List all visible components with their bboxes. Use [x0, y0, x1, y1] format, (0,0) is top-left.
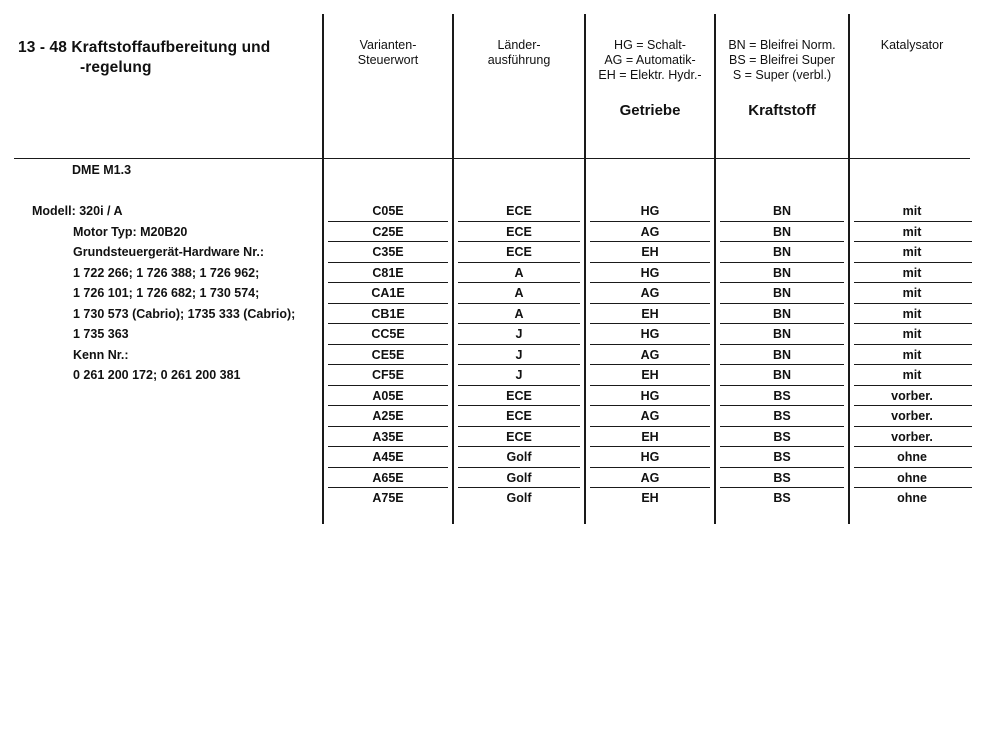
table-cell-gear: EH	[641, 429, 659, 444]
table-cell-country: A	[514, 265, 524, 280]
hardware-numbers: 1 730 573 (Cabrio); 1735 333 (Cabrio);	[73, 306, 296, 321]
header-gearbox	[586, 38, 714, 83]
table-cell-cat: mit	[902, 204, 922, 218]
table-cell-country: ECE	[506, 245, 532, 259]
table-cell-fuel: BN	[772, 286, 792, 300]
table-cell-fuel: BN	[772, 327, 792, 341]
table-cell-cat: mit	[902, 368, 922, 382]
table-cell-country: Golf	[506, 450, 532, 464]
header-text: BN = Bleifrei Norm.	[728, 38, 836, 52]
table-cell-fuel: BN	[772, 306, 792, 321]
table-cell-gear: EH	[641, 245, 659, 259]
header-text: Länder-	[497, 38, 541, 52]
table-cell-gear: HG	[640, 204, 660, 218]
table-cell-fuel: BS	[773, 409, 791, 423]
table-cell-code: C25E	[372, 224, 404, 239]
kenn-numbers: 0 261 200 172; 0 261 200 381	[73, 368, 241, 382]
table-cell-code: A35E	[372, 429, 404, 444]
table-cell-fuel: BN	[772, 224, 792, 239]
dme-label: DME M1.3	[72, 163, 132, 177]
title-line-1: 13 - 48 Kraftstoffaufbereitung und	[18, 39, 271, 56]
table-cell-gear: EH	[641, 368, 659, 382]
table-cell-cat: ohne	[897, 491, 927, 505]
header-country	[454, 38, 584, 68]
table-cell-fuel: BS	[773, 429, 791, 444]
table-cell-country: Golf	[506, 491, 532, 505]
header-divider	[14, 158, 970, 159]
header-fuel	[716, 38, 848, 83]
title-line-2: -regelung	[80, 59, 152, 76]
hardware-numbers: 1 726 101; 1 726 682; 1 730 574;	[73, 286, 260, 300]
table-cell-cat: vorber.	[891, 388, 933, 403]
table-cell-country: J	[515, 327, 523, 341]
table-cell-cat: mit	[902, 224, 922, 239]
table-cell-cat: mit	[902, 245, 922, 259]
table-cell-code: C05E	[372, 204, 404, 218]
table-cell-country: ECE	[506, 409, 532, 423]
table-cell-country: A	[514, 306, 524, 321]
table-cell-cat: vorber.	[891, 409, 933, 423]
table-cell-fuel: BN	[772, 245, 792, 259]
table-cell-code: A75E	[372, 491, 404, 505]
header-text: EH = Elektr. Hydr.-	[598, 68, 702, 82]
table-cell-country: ECE	[506, 429, 532, 444]
table-cell-code: C35E	[372, 245, 404, 259]
table-cell-country: A	[514, 286, 524, 300]
table-cell-gear: HG	[640, 327, 660, 341]
table-cell-code: A25E	[372, 409, 404, 423]
table-cell-gear: HG	[640, 265, 660, 280]
table-cell-gear: AG	[640, 470, 660, 485]
table-cell-cat: mit	[902, 306, 922, 321]
header-fuel-label: Kraftstoff	[748, 102, 816, 119]
page-title	[18, 38, 270, 78]
table-cell-code: A65E	[372, 470, 404, 485]
header-text: Steuerwort	[357, 53, 419, 67]
header-text: Varianten-	[359, 38, 417, 52]
hardware-label: Grundsteuergerät-Hardware Nr.:	[73, 245, 265, 259]
table-cell-gear: AG	[640, 347, 660, 362]
table-cell-cat: mit	[902, 265, 922, 280]
table-cell-fuel: BN	[772, 265, 792, 280]
header-text: BS = Bleifrei Super	[729, 53, 835, 67]
table-cell-gear: AG	[640, 224, 660, 239]
table-cell-fuel: BS	[773, 470, 791, 485]
hardware-numbers: 1 735 363	[73, 327, 129, 341]
table-cell-fuel: BN	[772, 204, 792, 218]
header-variant	[324, 38, 452, 68]
table-cell-code: CE5E	[371, 347, 405, 362]
table-cell-cat: ohne	[897, 450, 927, 464]
table-cell-cat: mit	[902, 286, 922, 300]
table-cell-code: A45E	[372, 450, 404, 464]
table-cell-code: CC5E	[371, 327, 405, 341]
hardware-numbers: 1 722 266; 1 726 388; 1 726 962;	[73, 265, 260, 280]
table-cell-code: CF5E	[372, 368, 404, 382]
table-cell-fuel: BS	[773, 450, 791, 464]
table-cell-gear: EH	[641, 306, 659, 321]
model-line: Modell: 320i / A	[32, 204, 123, 218]
table-cell-fuel: BN	[772, 368, 792, 382]
table-cell-country: ECE	[506, 204, 532, 218]
table-cell-fuel: BS	[773, 388, 791, 403]
engine-type: Motor Typ: M20B20	[73, 224, 188, 239]
table-cell-gear: HG	[640, 388, 660, 403]
kenn-label: Kenn Nr.:	[73, 347, 129, 362]
table-cell-code: CA1E	[371, 286, 405, 300]
table-cell-fuel: BS	[773, 491, 791, 505]
header-text: S = Super (verbl.)	[732, 68, 832, 82]
table-cell-gear: EH	[641, 491, 659, 505]
header-text: ausführung	[487, 53, 551, 67]
header-catalyst: Katalysator	[880, 38, 944, 52]
table-cell-code: C81E	[372, 265, 404, 280]
table-cell-fuel: BN	[772, 347, 792, 362]
table-cell-gear: AG	[640, 409, 660, 423]
table-cell-code: A05E	[372, 388, 404, 403]
table-cell-cat: mit	[902, 327, 922, 341]
table-cell-gear: HG	[640, 450, 660, 464]
table-cell-country: ECE	[506, 224, 532, 239]
header-gearbox-label: Getriebe	[619, 102, 681, 119]
table-cell-country: J	[515, 347, 523, 362]
header-text: HG = Schalt-	[614, 38, 686, 52]
table-cell-cat: ohne	[897, 470, 927, 485]
table-cell-gear: AG	[640, 286, 660, 300]
header-text: AG = Automatik-	[604, 53, 696, 67]
table-cell-country: J	[515, 368, 523, 382]
table-cell-country: Golf	[506, 470, 532, 485]
table-cell-country: ECE	[506, 388, 532, 403]
table-cell-cat: vorber.	[891, 429, 933, 444]
table-cell-code: CB1E	[371, 306, 405, 321]
table-cell-cat: mit	[902, 347, 922, 362]
